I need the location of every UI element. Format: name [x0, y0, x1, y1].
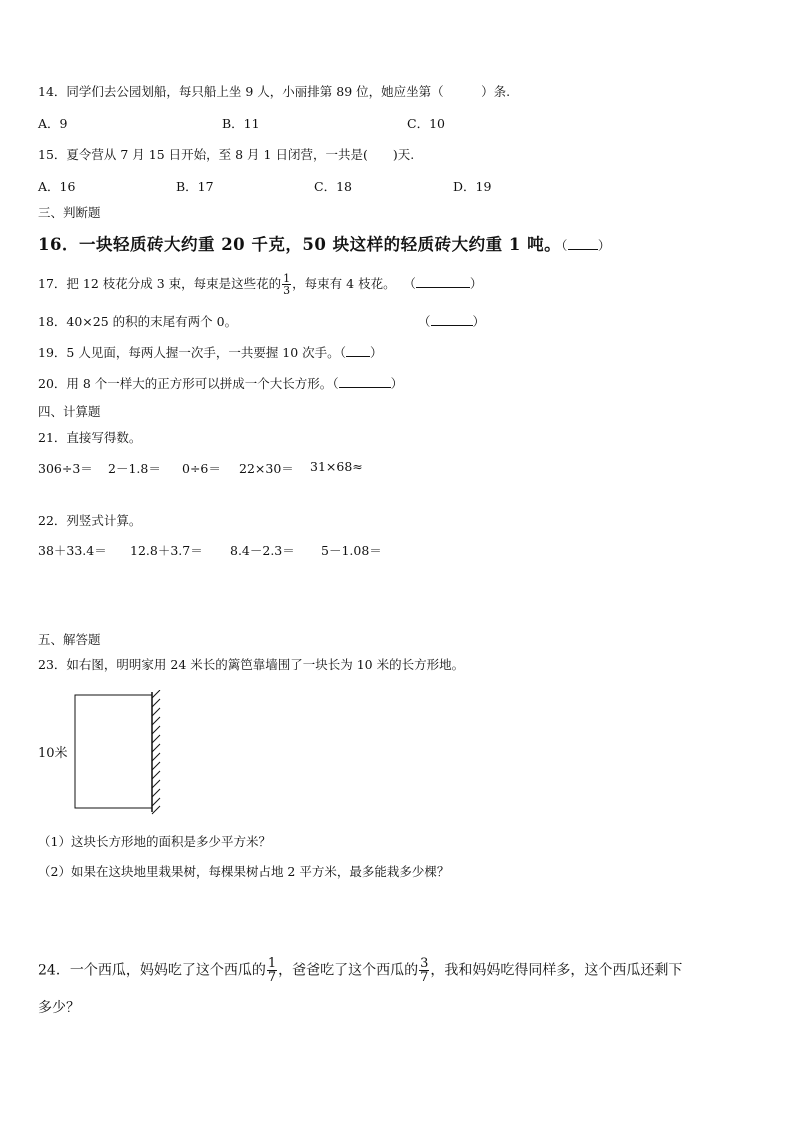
answer-paren-open: （: [332, 376, 339, 391]
question-24-text-2: ，爸爸吃了这个西瓜的: [278, 962, 419, 979]
answer-paren-close: ）: [369, 345, 383, 360]
fraction-numerator: 1: [283, 272, 291, 285]
fraction-three-sevenths: [419, 957, 429, 984]
question-16: [38, 231, 611, 255]
question-24-text-3: ，我和妈妈吃得同样多，这个西瓜还剩下: [430, 962, 683, 979]
fraction-one-third: [282, 273, 291, 296]
question-22-stem: 22．列竖式计算。: [38, 513, 142, 528]
question-17-text-after: ，每束有 4 枝花。: [292, 276, 396, 291]
calc-item: 38＋33.4＝: [38, 543, 107, 558]
question-14-option-c: C．10: [407, 116, 445, 131]
answer-blank[interactable]: [568, 238, 598, 250]
calc-item: 8.4－2.3＝: [230, 543, 295, 558]
question-17: [38, 273, 482, 296]
section-title-judgement: 三、判断题: [38, 205, 101, 220]
answer-paren-open: （: [561, 238, 568, 253]
answer-paren-close: ）: [597, 238, 611, 253]
fraction-numerator: 1: [267, 956, 277, 971]
answer-paren-open: （: [409, 276, 416, 291]
question-19-text: 19．5 人见面，每两人握一次手，一共要握 10 次手。: [38, 345, 340, 360]
answer-paren-close: ）: [469, 276, 483, 291]
fraction-denominator: 7: [267, 970, 277, 985]
question-15-stem: 15．夏令营从 7 月 15 日开始，至 8 月 1 日闭营，一共是( )天.: [38, 147, 415, 162]
question-24-line-1: [38, 957, 682, 984]
calc-item: 12.8＋3.7＝: [130, 543, 203, 558]
question-23-sub-1: （1）这块长方形地的面积是多少平方米？: [38, 834, 271, 849]
question-14-option-a: A．9: [38, 116, 68, 131]
question-15-option-a: A．16: [38, 179, 76, 194]
wall-hatching: [152, 690, 160, 814]
calc-item: 306÷3＝: [38, 461, 93, 476]
answer-blank[interactable]: [339, 376, 391, 388]
answer-paren-open: （: [418, 314, 431, 329]
question-20: [38, 374, 403, 392]
fraction-one-seventh: [267, 957, 277, 984]
question-15-option-c: C．18: [314, 179, 352, 194]
question-18-answer: [418, 312, 485, 330]
question-19: [38, 343, 382, 361]
question-24-line-2: 多少？: [38, 1000, 80, 1016]
calc-item: 31×68≈: [310, 459, 363, 474]
fraction-denominator: 3: [283, 284, 291, 297]
answer-paren-open: （: [339, 345, 346, 360]
calc-item: 22×30＝: [239, 461, 294, 476]
question-23-stem: 23．如右图，明明家用 24 米长的篱笆靠墙围了一块长为 10 米的长方形地。: [38, 657, 465, 672]
answer-blank[interactable]: [416, 276, 470, 288]
question-14-stem: 14．同学们去公园划船，每只船上坐 9 人，小丽排第 89 位，她应坐第（ ）条.: [38, 84, 511, 99]
figure-side-label: 10米: [38, 746, 68, 761]
fraction-numerator: 3: [420, 956, 429, 971]
question-15-option-b: B．17: [176, 179, 214, 194]
calc-item: 0÷6＝: [182, 461, 221, 476]
question-18-text: 18．40×25 的积的末尾有两个 0。: [38, 314, 238, 329]
question-14-option-b: B．11: [222, 116, 260, 131]
section-title-word-problems: 五、解答题: [38, 632, 101, 647]
question-16-text: 16．一块轻质砖大约重 20 千克，50 块这样的轻质砖大约重 1 吨。: [38, 235, 562, 254]
question-15-option-d: D．19: [453, 179, 492, 194]
section-title-calculation: 四、计算题: [38, 404, 101, 419]
question-17-text-before: 17．把 12 枝花分成 3 束，每束是这些花的: [38, 276, 282, 291]
field-rectangle: [75, 695, 152, 808]
question-24-text-1: 24．一个西瓜，妈妈吃了这个西瓜的: [38, 962, 266, 979]
calc-item: 2－1.8＝: [108, 461, 161, 476]
question-21-stem: 21．直接写得数。: [38, 430, 142, 445]
calc-item: 5－1.08＝: [321, 543, 382, 558]
fraction-denominator: 7: [420, 970, 429, 985]
rectangle-field-figure: [70, 690, 170, 820]
question-20-text: 20．用 8 个一样大的正方形可以拼成一个大长方形。: [38, 376, 333, 391]
answer-paren-close: ）: [472, 314, 486, 329]
answer-paren-close: ）: [390, 376, 404, 391]
answer-blank[interactable]: [431, 314, 473, 326]
answer-blank[interactable]: [346, 345, 370, 357]
question-23-sub-2: （2）如果在这块地里栽果树，每棵果树占地 2 平方米，最多能栽多少棵？: [38, 864, 450, 879]
